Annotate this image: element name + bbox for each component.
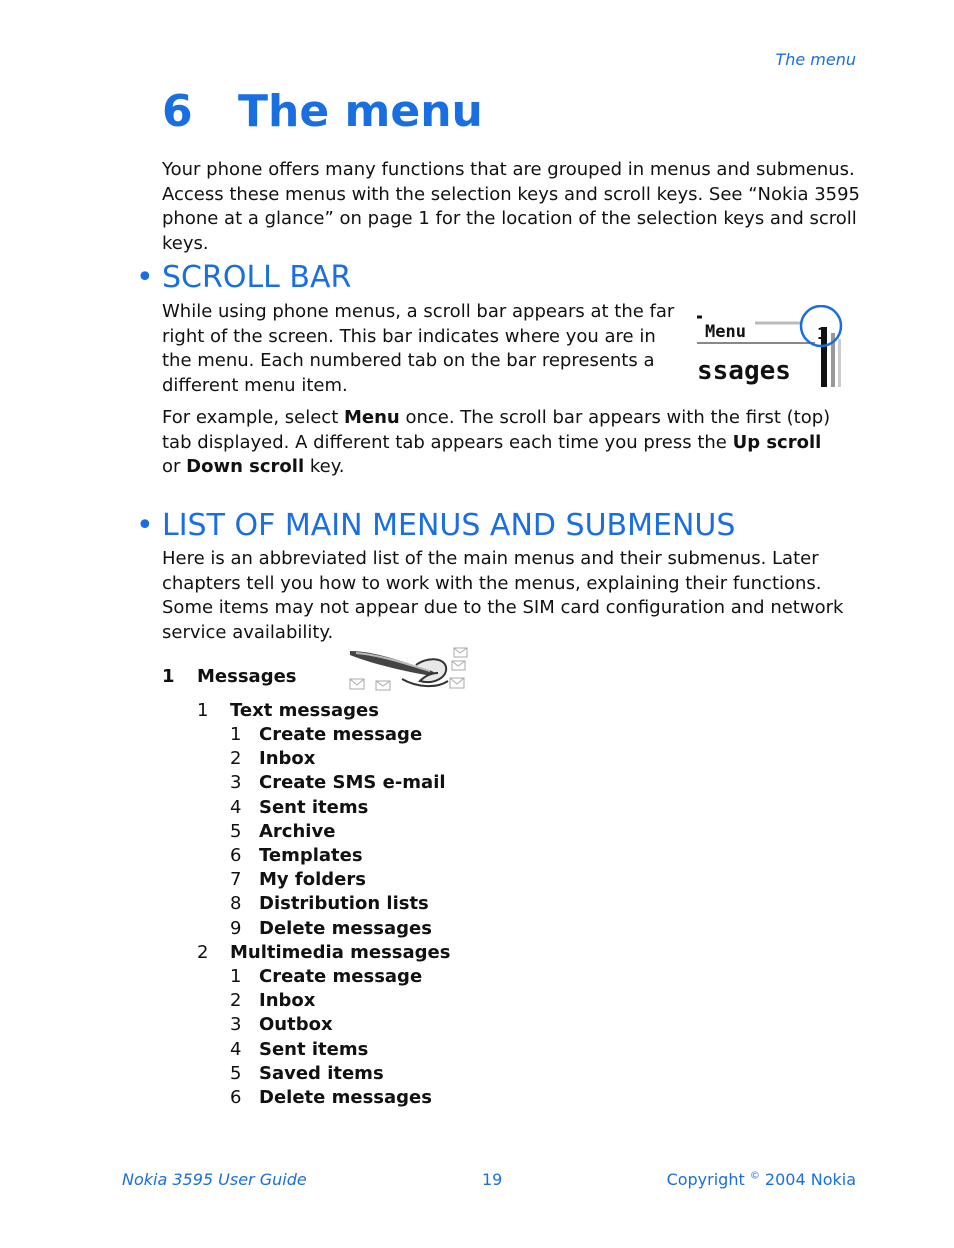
menu-number: 1 <box>162 666 175 687</box>
menu-number: 2 <box>197 942 209 963</box>
menu-number: 7 <box>230 869 242 891</box>
screen-tab-number: 1 <box>817 324 827 343</box>
menu-label: Create SMS e-mail <box>259 772 446 794</box>
submenu-item <box>230 797 368 818</box>
messages-quill-icon <box>346 645 470 693</box>
menu-number: 6 <box>230 845 242 866</box>
menu-label: Delete messages <box>259 917 432 939</box>
menu-number: 4 <box>230 1038 242 1060</box>
submenu-item <box>230 1087 432 1108</box>
menu-number: 1 <box>230 724 242 745</box>
menu-number: 3 <box>230 772 242 794</box>
footer-guide-title: Nokia 3595 User Guide <box>122 1170 307 1189</box>
footer-copyright <box>667 1170 856 1189</box>
section-heading-text: SCROLL BAR <box>162 260 352 295</box>
menu-number: 6 <box>230 1087 242 1108</box>
menu-label: Saved items <box>259 1062 384 1084</box>
submenu-item <box>230 821 335 842</box>
menu-number: 9 <box>230 917 242 939</box>
menu-label: Create message <box>259 724 423 745</box>
menu-label: Inbox <box>259 990 316 1012</box>
down-scroll-key-name: Down scroll <box>186 456 305 477</box>
menu-label: Messages <box>197 666 297 687</box>
menu-item-messages <box>162 666 297 687</box>
submenu-item <box>230 748 315 769</box>
menu-label: Multimedia messages <box>230 942 451 963</box>
text: once. The scroll bar appears with the first (top) tab displayed. A different tab appears each time you press the <box>162 407 831 453</box>
copyright-symbol: © <box>749 1170 760 1182</box>
submenu-item <box>230 869 366 890</box>
submenu-item <box>230 966 422 987</box>
menu-key-name: Menu <box>343 407 400 428</box>
submenu-item <box>230 893 429 914</box>
menu-number: 4 <box>230 796 242 818</box>
menu-label: Distribution lists <box>259 893 429 915</box>
up-scroll-key-name: Up scroll <box>732 431 822 453</box>
menu-label: Sent items <box>259 1038 369 1060</box>
section-heading-main-menus <box>136 508 735 543</box>
chapter-number: 6 <box>162 86 193 137</box>
menu-number: 2 <box>230 990 242 1012</box>
text: Copyright <box>666 1170 750 1189</box>
menu-number: 3 <box>230 1014 242 1036</box>
section-heading-scroll-bar <box>136 260 351 295</box>
submenu-item <box>230 990 315 1011</box>
scroll-bar-example-paragraph <box>162 406 842 480</box>
menu-label: Delete messages <box>259 1087 432 1108</box>
menu-label: Archive <box>259 820 336 842</box>
section-heading-text: LIST OF MAIN MENUS AND SUBMENUS <box>162 508 736 543</box>
menu-number: 5 <box>230 820 242 842</box>
menu-label: Sent items <box>259 796 369 818</box>
bullet: • <box>136 508 154 543</box>
submenu-item <box>230 918 432 939</box>
screen-partial-text: ssages <box>697 356 791 386</box>
submenu-multimedia-messages <box>197 942 450 963</box>
menu-label: Create message <box>259 966 423 987</box>
submenu-item <box>230 845 363 866</box>
bullet: • <box>136 260 154 295</box>
menu-label: My folders <box>259 869 366 891</box>
submenu-item <box>230 1063 384 1084</box>
submenu-item <box>230 724 422 745</box>
scroll-bar-paragraph: While using phone menus, a scroll bar appears at the far right of the screen. This bar indicates where you are in the menu. Each numbered tab on the bar represents a different menu item. <box>162 301 675 396</box>
menu-label: Outbox <box>259 1014 333 1036</box>
main-menus-paragraph: Here is an abbreviated list of the main menus and their submenus. Later chapters tell you how to work with the menus, explaining their functions. Some items may not appear due to the SIM card configuration and network service availability. <box>162 548 844 643</box>
intro-paragraph: Your phone offers many functions that are grouped in menus and submenus. Access these menus with the selection keys and scroll keys. See “Nokia 3595 phone at a glance” on page 1 for the location of the selection keys and scroll keys. <box>162 159 861 254</box>
submenu-item <box>230 1039 368 1060</box>
text: 2004 Nokia <box>759 1170 856 1189</box>
running-header: The menu <box>775 50 856 69</box>
scroll-bar-screen-figure <box>697 305 847 387</box>
submenu-item <box>230 772 446 793</box>
text: key. <box>304 456 345 477</box>
menu-label: Inbox <box>259 748 316 770</box>
menu-number: 5 <box>230 1062 242 1084</box>
menu-number: 2 <box>230 748 242 770</box>
menu-number: 1 <box>230 966 242 987</box>
menu-label: Text messages <box>230 700 379 721</box>
menu-number: 8 <box>230 893 242 915</box>
text: For example, select <box>162 407 344 428</box>
submenu-text-messages <box>197 700 379 721</box>
menu-number: 1 <box>197 700 209 721</box>
footer-page-number: 19 <box>482 1170 503 1189</box>
text: or <box>162 456 187 477</box>
submenu-item <box>230 1014 333 1035</box>
screen-menu-label: Menu <box>705 322 746 342</box>
chapter-title <box>162 86 483 137</box>
menu-label: Templates <box>259 845 363 866</box>
chapter-title-text: The menu <box>238 86 483 137</box>
